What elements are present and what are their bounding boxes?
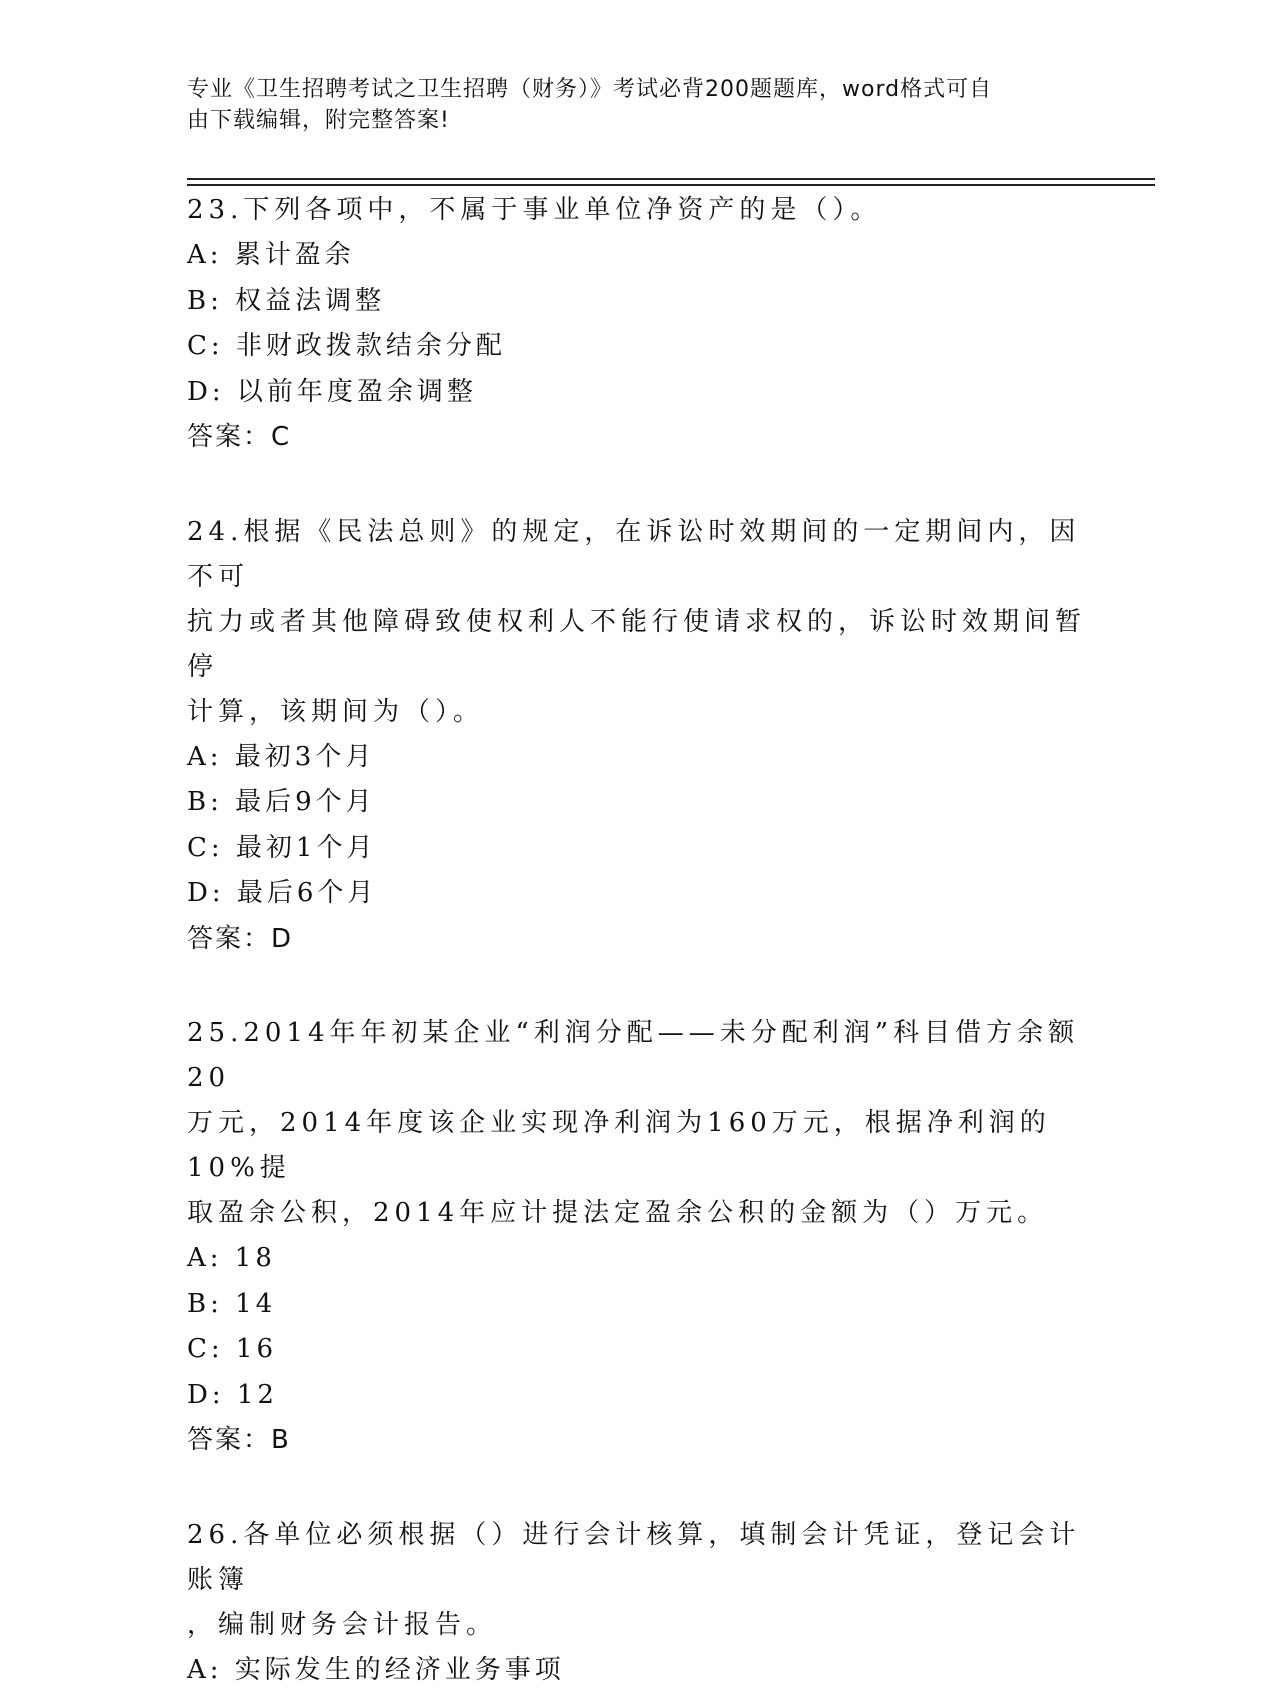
- question-stem-line: 25.2014年年初某企业“利润分配——未分配利润”科目借方余额20: [187, 1011, 1087, 1101]
- question-spacer: [187, 962, 1087, 1011]
- header-line-2: 由下载编辑，附完整答案!: [187, 105, 1087, 136]
- option-c: C: 非财政拨款结余分配: [187, 324, 1087, 370]
- question-spacer: [187, 1464, 1087, 1513]
- question-26: [187, 1513, 1087, 1693]
- question-stem-line: 23.下列各项中，不属于事业单位净资产的是（）。: [187, 188, 1087, 233]
- option-a: A: 实际发生的经济业务事项: [187, 1648, 1087, 1693]
- answer-label: 答案：C: [187, 415, 1087, 461]
- question-stem-line: ，编制财务会计报告。: [187, 1603, 1087, 1648]
- option-a: A: 累计盈余: [187, 233, 1087, 279]
- option-d: D: 12: [187, 1373, 1087, 1419]
- option-a: A: 最初3个月: [187, 735, 1087, 781]
- question-stem-line: 计算，该期间为（）。: [187, 690, 1087, 735]
- option-b: B: 14: [187, 1282, 1087, 1328]
- question-stem-line: 24.根据《民法总则》的规定，在诉讼时效期间的一定期间内，因不可: [187, 510, 1087, 600]
- option-c: C: 16: [187, 1327, 1087, 1373]
- question-stem-line: 抗力或者其他障碍致使权利人不能行使请求权的，诉讼时效期间暂停: [187, 600, 1087, 690]
- question-23: [187, 188, 1087, 461]
- question-stem-line: 万元，2014年度该企业实现净利润为160万元，根据净利润的10%提: [187, 1101, 1087, 1191]
- option-b: B: 最后9个月: [187, 780, 1087, 826]
- header-line-1: 专业《卫生招聘考试之卫生招聘（财务）》考试必背200题题库，word格式可自: [187, 74, 1087, 105]
- option-d: D: 以前年度盈余调整: [187, 370, 1087, 416]
- answer-label: 答案：B: [187, 1418, 1087, 1464]
- question-25: [187, 1011, 1087, 1464]
- option-c: C: 最初1个月: [187, 826, 1087, 872]
- question-spacer: [187, 461, 1087, 510]
- option-a: A: 18: [187, 1236, 1087, 1282]
- question-stem-line: 26.各单位必须根据（）进行会计核算，填制会计凭证，登记会计账簿: [187, 1513, 1087, 1603]
- question-list: [187, 188, 1087, 1693]
- question-24: [187, 510, 1087, 963]
- option-b: B: 权益法调整: [187, 279, 1087, 325]
- option-d: D: 最后6个月: [187, 871, 1087, 917]
- header-divider-bottom: [187, 184, 1155, 186]
- question-stem-line: 取盈余公积，2014年应计提法定盈余公积的金额为（）万元。: [187, 1191, 1087, 1236]
- answer-label: 答案：D: [187, 917, 1087, 963]
- header-divider-top: [187, 178, 1155, 180]
- document-header: [187, 74, 1087, 136]
